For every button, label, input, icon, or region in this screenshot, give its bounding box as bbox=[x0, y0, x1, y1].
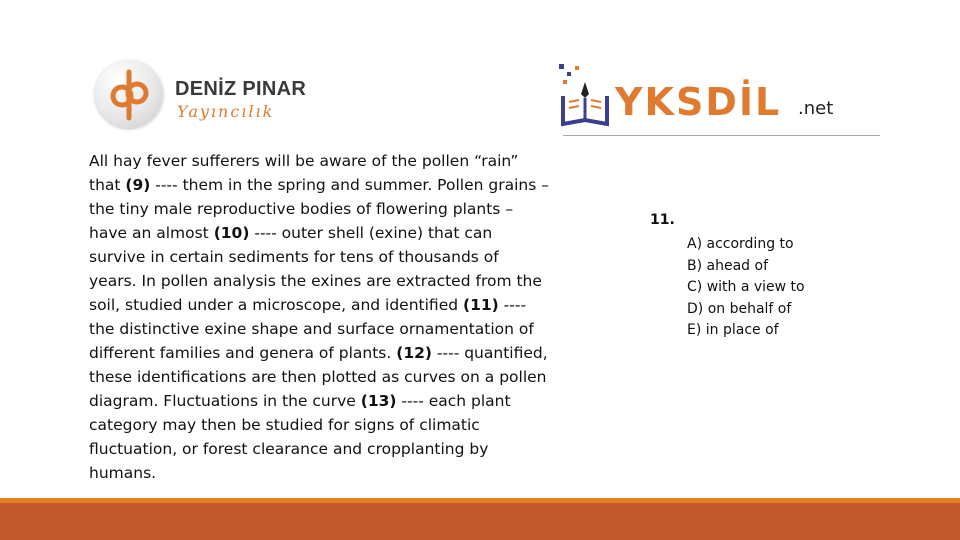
yksdil-wordmark: YKSDİL bbox=[615, 80, 782, 124]
header-divider bbox=[563, 135, 880, 136]
dp-monogram-icon bbox=[95, 60, 163, 128]
brand-subtitle: Yayıncılık bbox=[177, 102, 275, 121]
passage-text: ---- the distinctive exine shape and surface ornamentation of different families and genera of plants. bbox=[89, 296, 534, 362]
passage-text: ---- outer shell (exine) that can survive in certain sediments for tens of thousands of years. In pollen analysis the exines are extracted from the soil, studied under a microscope, and identified bbox=[89, 224, 542, 314]
passage-text: ---- them in the spring and summer. Pollen grains – the tiny male reproductive bodies of flowering plants – have an almost bbox=[89, 176, 549, 242]
cloze-passage bbox=[89, 149, 549, 485]
blank-marker: (11) bbox=[463, 296, 499, 314]
option-e[interactable]: E) in place of bbox=[687, 322, 779, 339]
option-b[interactable]: B) ahead of bbox=[687, 257, 768, 274]
passage-text: ---- quantified, these identifications are then plotted as curves on a pollen diagram. Fluctuations in the curve bbox=[89, 344, 548, 410]
blank-marker: (9) bbox=[125, 176, 151, 194]
option-d[interactable]: D) on behalf of bbox=[687, 300, 792, 317]
footer-bar bbox=[0, 503, 960, 540]
blank-marker: (12) bbox=[396, 344, 432, 362]
blank-marker: (13) bbox=[360, 392, 397, 410]
open-book-icon bbox=[555, 58, 615, 130]
brand-name: DENİZ PINAR bbox=[175, 78, 307, 100]
question-number: 11. bbox=[650, 212, 675, 228]
blank-marker: (10) bbox=[213, 224, 250, 242]
option-c[interactable]: C) with a view to bbox=[687, 279, 805, 296]
passage-text: ---- each plant category may then be studied for signs of climatic fluctuation, or forest clearance and cropplanting by humans. bbox=[89, 392, 511, 482]
option-a[interactable]: A) according to bbox=[687, 236, 794, 252]
yksdil-domain-suffix: .net bbox=[798, 98, 834, 119]
deniz-pinar-logo bbox=[95, 58, 335, 133]
passage-text: All hay fever sufferers will be aware of the pollen “rain” that bbox=[89, 152, 519, 194]
answer-options bbox=[687, 234, 805, 342]
yksdil-logo bbox=[555, 58, 845, 130]
